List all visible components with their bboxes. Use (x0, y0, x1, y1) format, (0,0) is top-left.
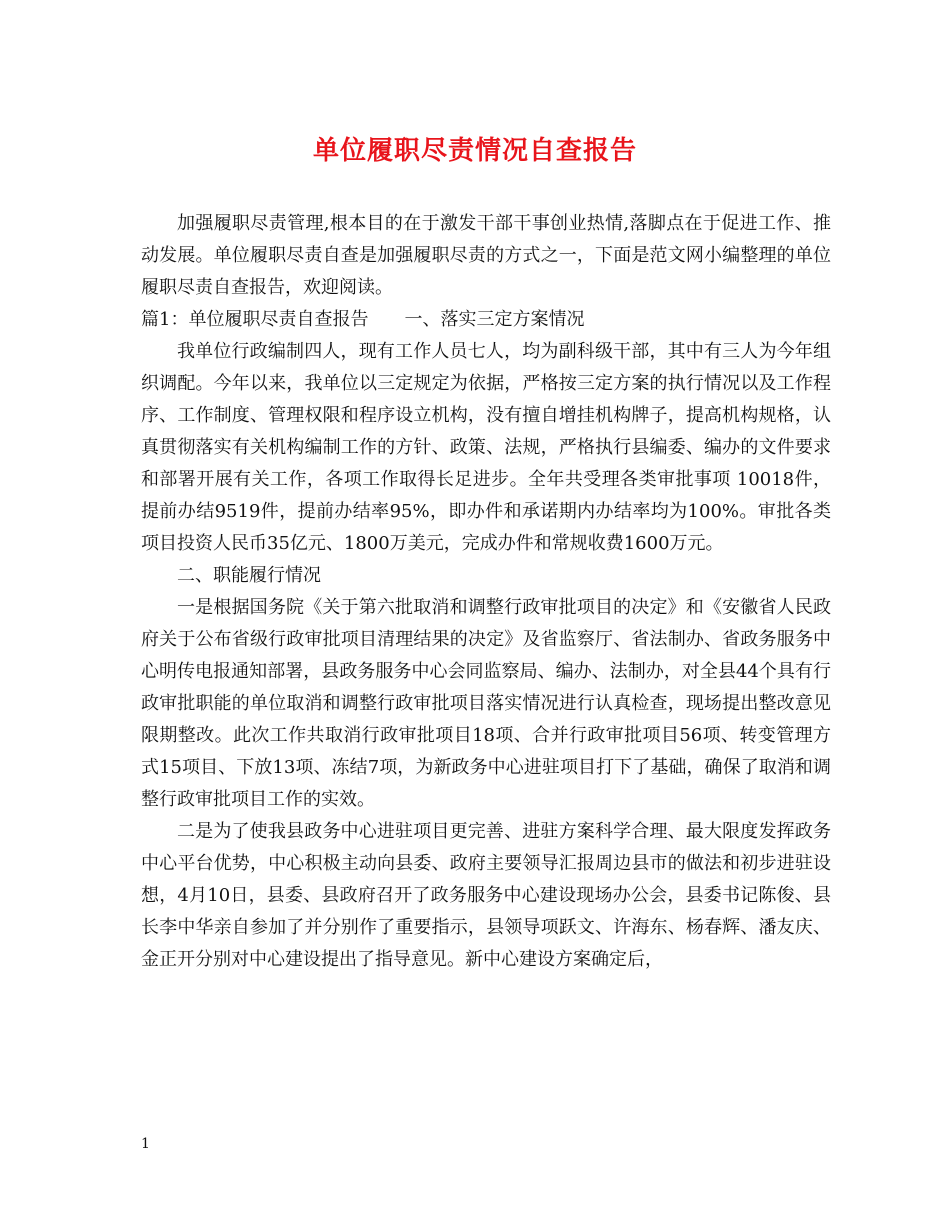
page-number: 1 (141, 1136, 150, 1152)
paragraph-intro: 加强履职尽责管理,根本目的在于激发干部干事创业热情,落脚点在于促进工作、推动发展。单位履职尽责自查是加强履职尽责的方式之一，下面是范文网小编整理的单位履职尽责自查报告，欢迎阅读。 (141, 213, 831, 298)
paragraph-heading-duties: 二、职能履行情况 (177, 565, 321, 586)
paragraph-item-two: 二是为了使我县政务中心进驻项目更完善、进驻方案科学合理、最大限度发挥政务中心平台优势，中心积极主动向县委、政府主要领导汇报周边县市的做法和初步进驻设想，4月10日，县委、县政府召开了政务服务中心建设现场办公会，县委书记陈俊、县长李中华亲自参加了并分别作了重要指示，县领导项跃文、许海东、杨春辉、潘友庆、金正开分别对中心建设提出了指导意见。新中心建设方案确定后， (141, 821, 831, 970)
document-title: 单位履职尽责情况自查报告 (312, 136, 637, 166)
paragraph-section-header: 篇1：单位履职尽责自查报告 一、落实三定方案情况 (141, 309, 585, 330)
document-body (141, 208, 831, 976)
paragraph-staffing: 我单位行政编制四人，现有工作人员七人，均为副科级干部，其中有三人为今年组织调配。今年以来，我单位以三定规定为依据，严格按三定方案的执行情况以及工作程序、工作制度、管理权限和程序设立机构，没有擅自增挂机构牌子，提高机构规格，认真贯彻落实有关机构编制工作的方针、政策、法规，严格执行县编委、编办的文件要求和部署开展有关工作，各项工作取得长足进步。全年共受理各类审批事项 10018件，提前办结9519件，提前办结率95%，即办件和承诺期内办结率均为100%。审批各类项目投资人民币35亿元、1800万美元，完成办件和常规收费1600万元。 (141, 341, 831, 554)
paragraph-item-one: 一是根据国务院《关于第六批取消和调整行政审批项目的决定》和《安徽省人民政府关于公布省级行政审批项目清理结果的决定》及省监察厅、省法制办、省政务服务中心明传电报通知部署，县政务服务中心会同监察局、编办、法制办，对全县44个具有行政审批职能的单位取消和调整行政审批项目落实情况进行认真检查，现场提出整改意见限期整改。此次工作共取消行政审批项目18项、合并行政审批项目56项、转变管理方式15项目、下放13项、冻结7项，为新政务中心进驻项目打下了基础，确保了取消和调整行政审批项目工作的实效。 (141, 597, 831, 810)
